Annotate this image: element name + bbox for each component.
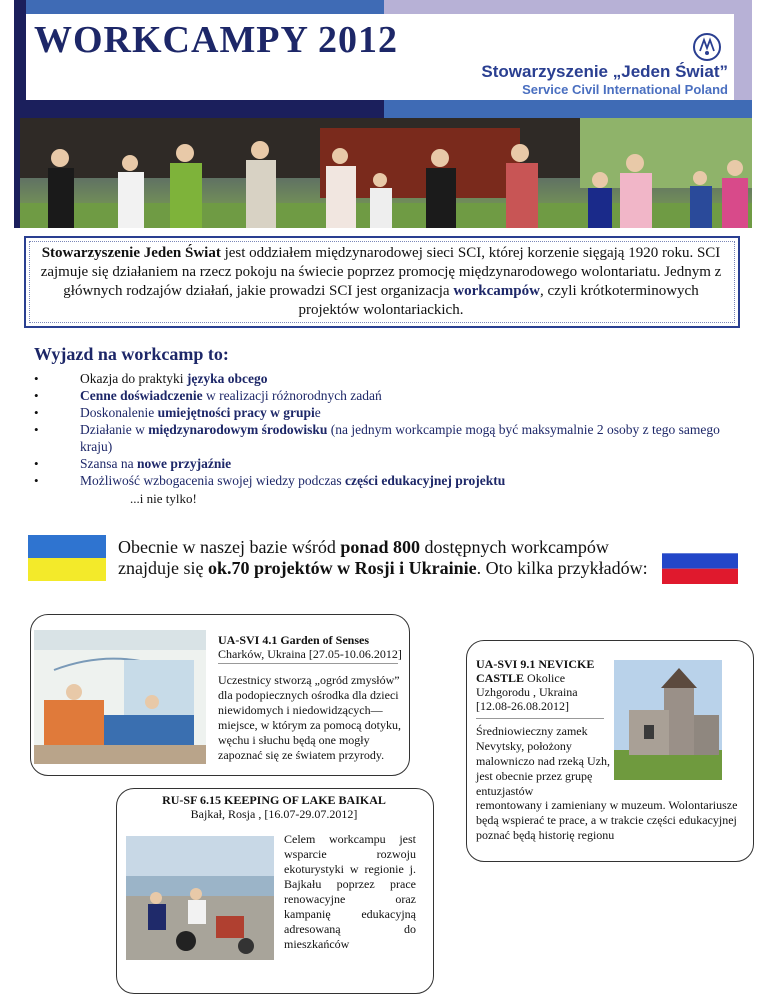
- project-header: [476, 657, 614, 713]
- statement-count: ponad 800: [340, 537, 420, 557]
- divider: [476, 718, 604, 719]
- project-location: Okolice Uzhgorodu , Ukraina [12.08-26.08.2012]: [476, 671, 578, 713]
- russia-flag-icon: [662, 538, 738, 584]
- bullet-icon: •: [34, 456, 39, 471]
- org-name: Stowarzyszenie „Jeden Świat”: [481, 62, 728, 81]
- list-item-text: Szansa na: [80, 456, 137, 471]
- project-code: RU-SF 6.15 KEEPING OF LAKE BAIKAL: [162, 793, 386, 807]
- ua-flag-top: [28, 535, 106, 558]
- ru-flag-top: [662, 538, 738, 553]
- header-bar-lilac-right: [734, 0, 752, 100]
- intro-org-name: Stowarzyszenie Jeden Świat: [41, 245, 221, 261]
- ukraine-flag-icon: [28, 535, 106, 581]
- ru-flag-middle: [662, 553, 738, 568]
- list-item: [34, 404, 750, 421]
- header-bar-blue: [14, 0, 384, 14]
- statement-highlight: ok.70 projektów w Rosji i Ukrainie: [207, 558, 477, 578]
- list-item-text: w realizacji różnorodnych zadań: [202, 388, 382, 403]
- project-description-continued: remontowany i zamieniany w muzeum. Wolontariusze będą wspierać te prace, a w trakcie części edukacyjnej poznać będą historię regionu: [476, 798, 738, 842]
- list-item: [34, 387, 750, 404]
- bullet-icon: •: [34, 405, 39, 420]
- list-item-keyword: międzynarodowym środowisku: [148, 422, 328, 437]
- list-item-text: Okazja do praktyki: [80, 371, 187, 386]
- list-item-keyword: części edukacyjnej projektu: [345, 473, 506, 488]
- benefits-list: [34, 370, 750, 489]
- list-item-keyword: Cenne doświadczenie: [80, 388, 203, 403]
- divider: [218, 663, 398, 664]
- list-item: [34, 472, 750, 489]
- garden-project-photo: [34, 630, 206, 764]
- list-item: [34, 370, 750, 387]
- bullet-icon: •: [34, 473, 39, 488]
- header-bar-lilac: [384, 0, 752, 14]
- statement-part: dostępnych workcampów znajduje się: [118, 537, 609, 578]
- ru-flag-bottom: [662, 569, 738, 584]
- list-item-text: Doskonalenie: [80, 405, 158, 420]
- volunteers-group-photo: [20, 118, 752, 228]
- list-item-text: Możliwość wzbogacenia swojej wiedzy podczas: [80, 473, 346, 488]
- list-item-text: Działanie w: [80, 422, 149, 437]
- org-subtitle: Service Civil International Poland: [522, 82, 728, 97]
- intro-text-part-2: , czyli krótkoterminowych projektów wolontariackich.: [298, 283, 699, 318]
- ua-flag-bottom: [28, 558, 106, 581]
- list-item: [34, 421, 750, 455]
- bullet-icon: •: [34, 388, 39, 403]
- statement-text: [118, 537, 658, 579]
- project-description: Średniowieczny zamek Nevytsky, położony malowniczo nad rzeką Uzh, jest obecnie przez grupę entuzjastów: [476, 724, 610, 798]
- project-description: Uczestnicy stworzą „ogród zmysłów” dla podopiecznych ośrodka dla dzieci niewidomych i niedowidzących—miejsce, w którym za pomocą dotyku, węchu i słuchu będą one mogły zapoznać się ze światem przyrody.: [218, 673, 401, 762]
- bullet-icon: •: [34, 422, 39, 437]
- intro-text-part-1: jest oddziałem międzynarodowej sieci SCI, której korzenie sięgają 1920 roku. SCI zajmuje się działaniem na rzecz pokoju na świecie poprzez promocję międzynarodowego wolontariatu. Jednym z głównych rodzajów działań, jakie prowadzi SCI jest organizacja: [40, 245, 722, 299]
- project-location: Charków, Ukraina [27.05-10.06.2012]: [218, 647, 402, 661]
- project-description: Celem workcampu jest wsparcie rozwoju ekoturystyki w regionie j. Bajkału poprzez prace renowacyjne oraz kampanię edukacyjną adresowaną do mieszkańców: [284, 832, 416, 951]
- castle-project-photo: [614, 660, 722, 780]
- list-item-text: e: [314, 405, 321, 420]
- project-code: UA-SVI 4.1 Garden of Senses: [218, 633, 370, 647]
- list-item-keyword: umiejętności pracy w grupi: [157, 405, 315, 420]
- bullet-icon: •: [34, 371, 39, 386]
- list-item-keyword: nowe przyjaźnie: [136, 456, 232, 471]
- page-title: WORKCAMPY 2012: [34, 19, 399, 61]
- more-text: ...i nie tylko!: [130, 491, 197, 506]
- intro-keyword-workcamps: workcampów: [453, 283, 540, 299]
- section-title: Wyjazd na workcamp to:: [34, 344, 229, 364]
- list-item: [34, 455, 750, 472]
- statement-part: Obecnie w naszej bazie wśród: [118, 537, 341, 557]
- statement-part: . Oto kilka przykładów:: [476, 558, 648, 578]
- header-bar-blue-bottom: [384, 100, 752, 118]
- intro-text: [32, 244, 730, 320]
- list-item-keyword: języka obcego: [186, 371, 268, 386]
- baikal-project-photo: [126, 836, 274, 960]
- project-code: UA-SVI 9.1 NEVICKE CASTLE: [476, 657, 595, 685]
- project-location: Bajkał, Rosja , [16.07-29.07.2012]: [190, 807, 358, 821]
- list-item-text: (na jednym workcampie mogą być maksymalnie 2 osoby z tego samego kraju): [80, 422, 720, 454]
- sci-logo-icon: [692, 32, 722, 62]
